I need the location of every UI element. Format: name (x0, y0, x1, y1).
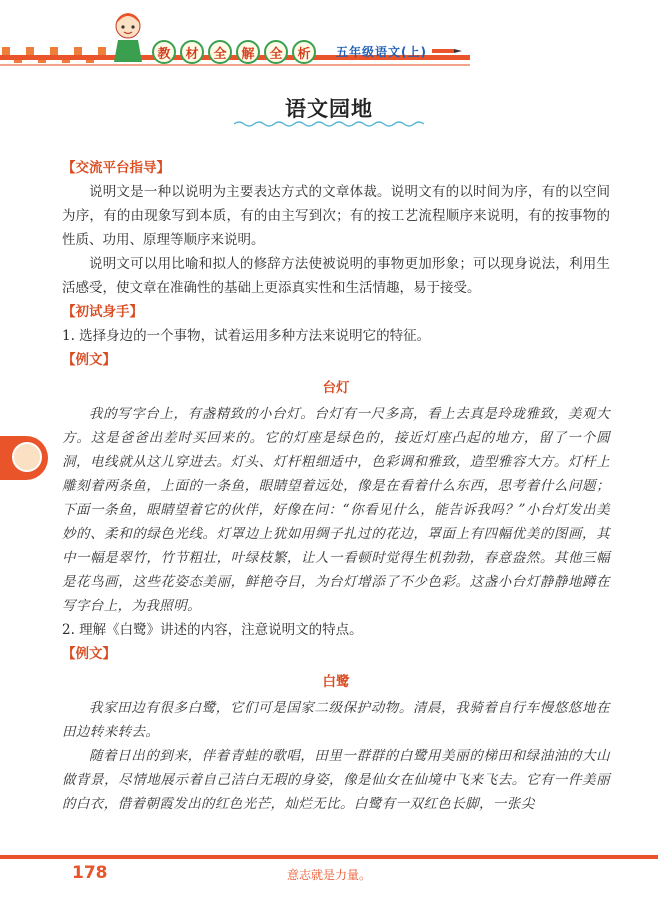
cartoon-face-icon (12, 442, 42, 472)
exchange-paragraph-1: 说明文是一种以说明为主要表达方式的文章体裁。说明文有的以时间为序，有的以空间为序，有的由现象写到本质，有的由主写到次；有的按工艺流程顺序来说明，有的按事物的性质、功用、原理等顺序来说明。 (62, 184, 610, 248)
series-title-badges (152, 40, 316, 64)
task-2: 2. 理解《白鹭》讲述的内容，注意说明文的特点。 (62, 622, 363, 638)
side-tab (0, 436, 48, 480)
section-tag-try: 【初试身手】 (62, 304, 143, 320)
pixel-decoration (0, 43, 120, 65)
series-badge: 全 (264, 40, 288, 64)
series-badge: 析 (292, 40, 316, 64)
section-tag-exchange: 【交流平台指导】 (62, 160, 170, 176)
task-1: 1. 选择身边的一个事物，试着运用多种方法来说明它的特征。 (62, 328, 431, 344)
series-badge: 全 (208, 40, 232, 64)
title-wave-divider (234, 120, 424, 128)
essay-lamp-body: 我的写字台上，有盏精致的小台灯。台灯有一尺多高，看上去真是玲珑雅致，美观大方。这是爸爸出差时买回来的。它的灯座是绿色的，接近灯座凸起的地方，留了一个圆洞，电线就从这儿穿进去。灯头、灯杆粗细适中，色彩调和雅致，造型雅容大方。灯杆上雕刻着两条鱼，上面的一条鱼，眼睛望着远处，像是在看着什么东西，思考着什么问题；下面一条鱼，眼睛望着它的伙伴，好像在问：“你看见什么，能告诉我吗？”小台灯发出美妙的、柔和的绿色光线。灯罩边上犹如用绸子扎过的花边，罩面上有四幅优美的图画，其中一幅是翠竹，竹节粗壮，叶绿枝繁，让人一看顿时觉得生机勃勃，春意盎然。其他三幅是花鸟画，这些花姿态美丽，鲜艳夺目，为台灯增添了不少色彩。这盏小台灯静静地蹲在写字台上，为我照明。 (62, 406, 610, 614)
footer-motto: 意志就是力量。 (286, 868, 371, 882)
essay-title-egret: 白鹭 (322, 674, 350, 690)
footer-rule (0, 855, 658, 859)
page-title: 语文园地 (285, 97, 373, 121)
grade-label: 五年级语文(上) (336, 45, 427, 59)
page-number: 178 (72, 863, 108, 883)
exchange-paragraph-2: 说明文可以用比喻和拟人的修辞方法使被说明的事物更加形象；可以现身说法，利用生活感受，使文章在准确性的基础上更添真实性和生活情趣，易于接受。 (62, 256, 610, 296)
series-badge: 教 (152, 40, 176, 64)
essay-egret-paragraph-2: 随着日出的到来，伴着青蛙的歌唱，田里一群群的白鹭用美丽的梯田和绿油油的大山做背景，尽情地展示着自己洁白无瑕的身姿，像是仙女在仙境中飞来飞去。它有一件美丽的白衣，借着朝霞发出的红色光芒，灿烂无比。白鹭有一双红色长脚，一张尖 (62, 748, 610, 812)
header-rule-thin (0, 64, 470, 66)
main-content (62, 156, 610, 816)
series-badge: 解 (236, 40, 260, 64)
cartoon-girl-icon (108, 8, 148, 64)
essay-title-lamp: 台灯 (322, 380, 350, 396)
page-header (0, 0, 658, 78)
section-tag-example: 【例文】 (62, 352, 116, 368)
essay-egret-paragraph-1: 我家田边有很多白鹭，它们可是国家二级保护动物。清晨，我骑着自行车慢悠悠地在田边转来转去。 (62, 700, 610, 740)
section-tag-example: 【例文】 (62, 646, 116, 662)
series-badge: 材 (180, 40, 204, 64)
pencil-icon (432, 46, 462, 56)
